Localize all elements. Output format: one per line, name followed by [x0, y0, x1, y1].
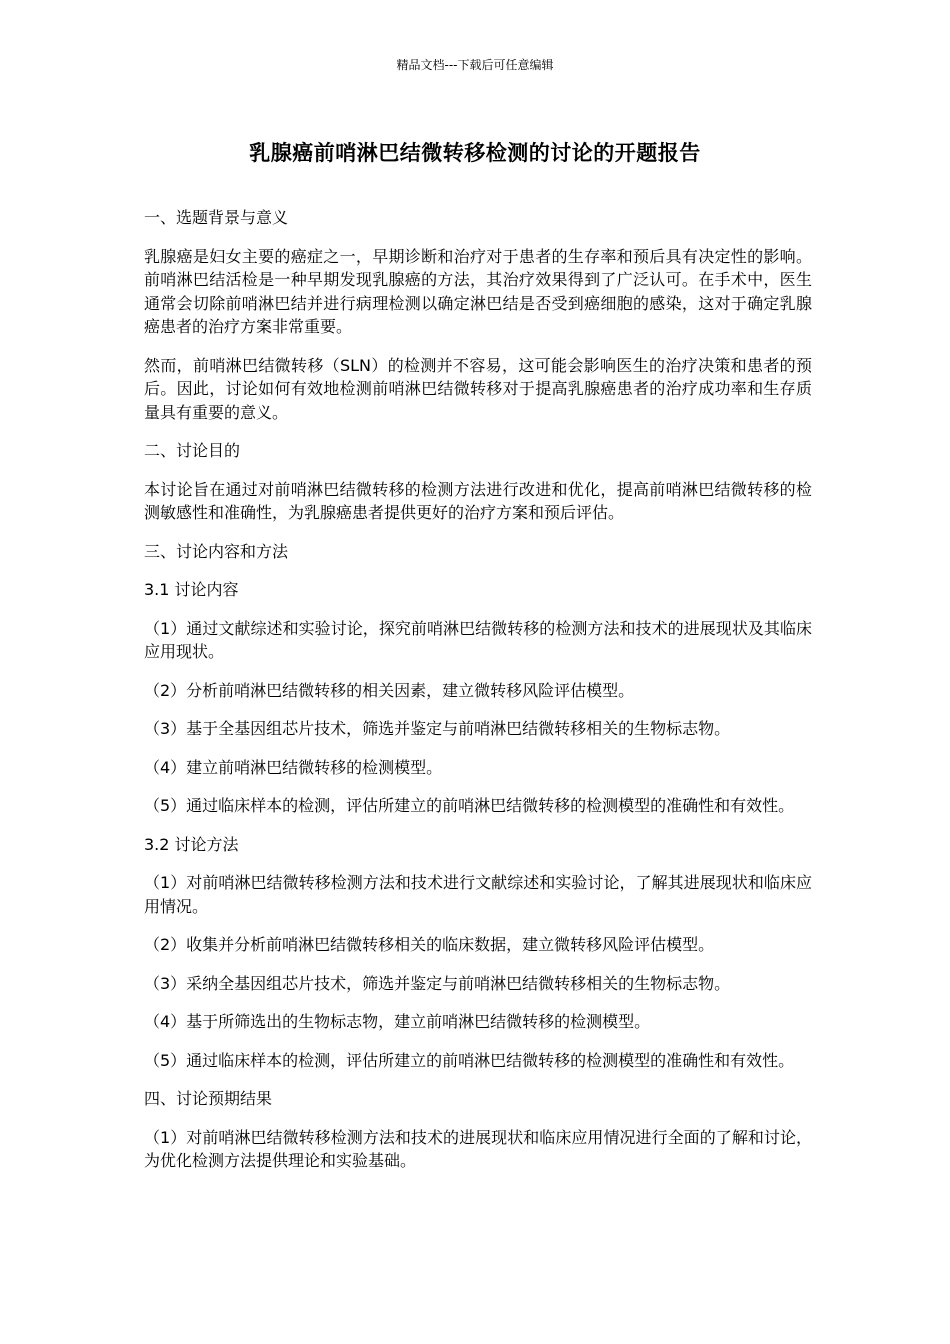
method-item-1: （1）对前哨淋巴结微转移检测方法和技术进行文献综述和实验讨论，了解其进展现状和临床应用情况。 [144, 873, 812, 916]
header-note: 精品文档---下载后可任意编辑 [396, 58, 554, 72]
expected-result-item-1: （1）对前哨淋巴结微转移检测方法和技术的进展现状和临床应用情况进行全面的了解和讨论，为优化检测方法提供理论和实验基础。 [144, 1127, 812, 1170]
content-item-5: （5）通过临床样本的检测，评估所建立的前哨淋巴结微转移的检测模型的准确性和有效性。 [144, 796, 795, 815]
section-heading-background: 一、选题背景与意义 [144, 208, 289, 227]
paragraph-purpose: 本讨论旨在通过对前哨淋巴结微转移的检测方法进行改进和优化，提高前哨淋巴结微转移的检测敏感性和准确性，为乳腺癌患者提供更好的治疗方案和预后评估。 [144, 479, 812, 522]
method-item-3: （3）采纳全基因组芯片技术，筛选并鉴定与前哨淋巴结微转移相关的生物标志物。 [144, 973, 731, 993]
subsection-heading-content: 3.1 讨论内容 [144, 580, 239, 599]
content-item-2: （2）分析前哨淋巴结微转移的相关因素，建立微转移风险评估模型。 [144, 680, 635, 700]
method-item-2: （2）收集并分析前哨淋巴结微转移相关的临床数据，建立微转移风险评估模型。 [144, 935, 715, 954]
paragraph-background-1: 乳腺癌是妇女主要的癌症之一，早期诊断和治疗对于患者的生存率和预后具有决定性的影响。前哨淋巴结活检是一种早期发现乳腺癌的方法，其治疗效果得到了广泛认可。在手术中，医生通常会切除前哨淋巴结并进行病理检测以确定淋巴结是否受到癌细胞的感染，这对于确定乳腺癌患者的治疗方案非常重要。 [144, 246, 812, 336]
section-heading-purpose: 二、讨论目的 [144, 441, 241, 460]
section-heading-expected-results: 四、讨论预期结果 [144, 1089, 273, 1108]
subsection-heading-methods: 3.2 讨论方法 [144, 834, 239, 854]
paragraph-background-2: 然而，前哨淋巴结微转移（SLN）的检测并不容易，这可能会影响医生的治疗决策和患者的预后。因此，讨论如何有效地检测前哨淋巴结微转移对于提高乳腺癌患者的治疗成功率和生存质量具有重要的意义。 [144, 355, 812, 422]
method-item-4: （4）基于所筛选出的生物标志物，建立前哨淋巴结微转移的检测模型。 [144, 1012, 651, 1031]
document-body [144, 206, 812, 1188]
content-item-3: （3）基于全基因组芯片技术，筛选并鉴定与前哨淋巴结微转移相关的生物标志物。 [144, 719, 731, 738]
section-heading-content-methods: 三、讨论内容和方法 [144, 541, 289, 561]
content-item-4: （4）建立前哨淋巴结微转移的检测模型。 [144, 757, 443, 777]
document-title: 乳腺癌前哨淋巴结微转移检测的讨论的开题报告 [249, 141, 701, 165]
method-item-5: （5）通过临床样本的检测，评估所建立的前哨淋巴结微转移的检测模型的准确性和有效性。 [144, 1050, 795, 1070]
content-item-1: （1）通过文献综述和实验讨论，探究前哨淋巴结微转移的检测方法和技术的进展现状及其临床应用现状。 [144, 618, 812, 661]
